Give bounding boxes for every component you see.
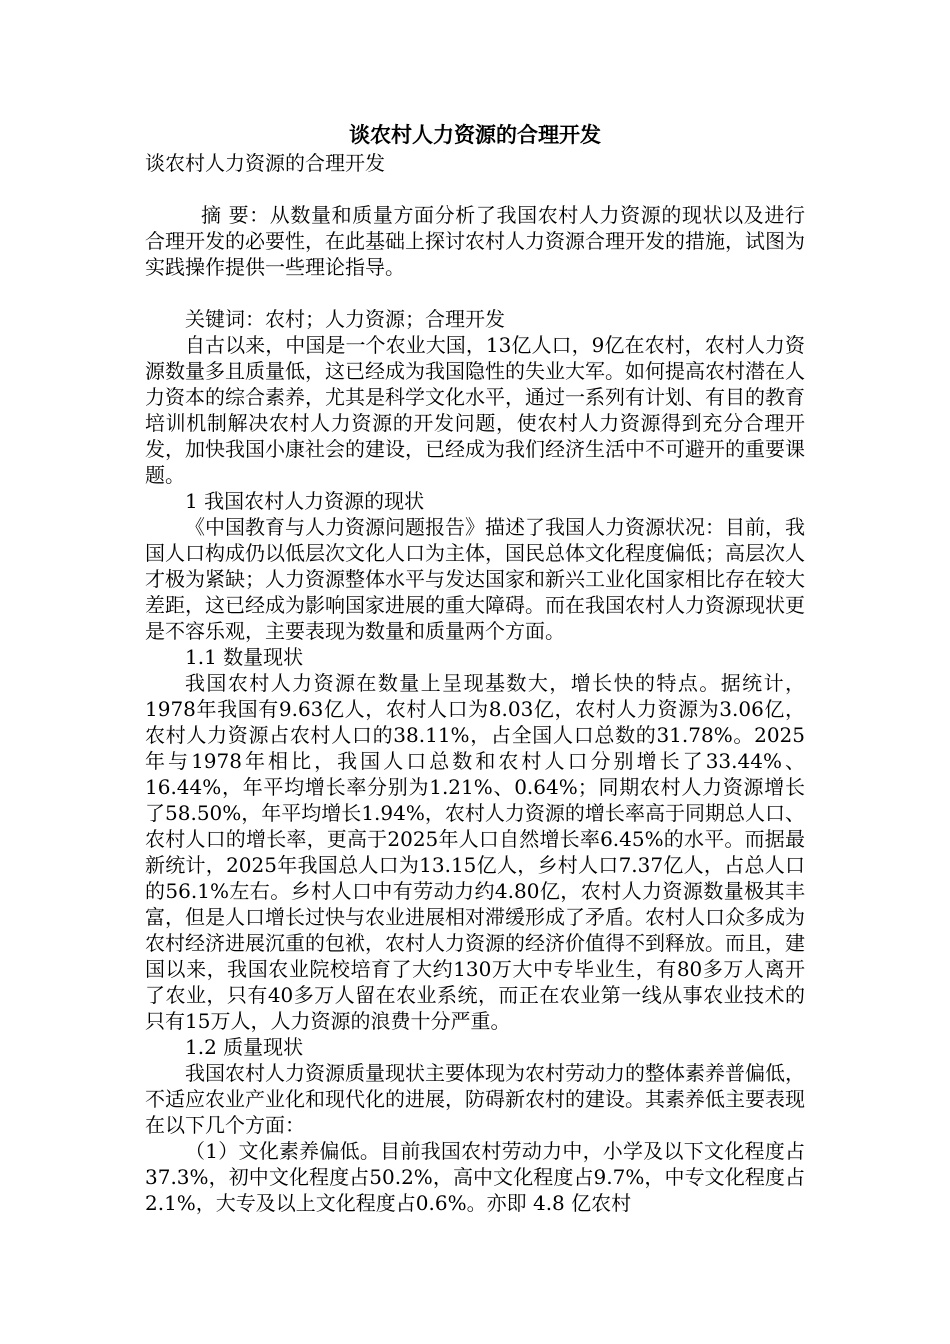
abstract-paragraph: 摘 要：从数量和质量方面分析了我国农村人力资源的现状以及进行合理开发的必要性，在此基础上探讨农村人力资源合理开发的措施，试图为实践操作提供一些理论指导。 bbox=[145, 203, 805, 279]
body-paragraph: 我国农村人力资源在数量上呈现基数大，增长快的特点。据统计，1978年我国有9.63亿人，农村人口为8.03亿，农村人力资源为3.06亿，农村人力资源占农村人口的38.11%，占全国人口总数的31.78%。2025年与1978年相比，我国人口总数和农村人口分别增长了33.44%、16.44%，年平均增长率分别为1.21%、0.64%；同期农村人力资源增长了58.50%，年平均增长1.94%，农村人力资源的增长率高于同期总人口、农村人口的增长率，更高于2025年人口自然增长率6.45%的水平。而据最新统计，2025年我国总人口为13.15亿人，乡村人口7.37亿人，占总人口的56.1%左右。乡村人口中有劳动力约4.80亿，农村人力资源数量极其丰富，但是人口增长过快与农业进展相对滞缓形成了矛盾。农村人口众多成为农村经济进展沉重的包袱，农村人力资源的经济价值得不到释放。而且，建国以来，我国农业院校培育了大约130万大中专毕业生，有80多万人离开了农业，只有40多万人留在农业系统，而正在农业第一线从事农业技术的只有15万人，人力资源的浪费十分严重。 bbox=[145, 671, 805, 1033]
body-paragraph: 自古以来，中国是一个农业大国，13亿人口，9亿在农村，农村人力资源数量多且质量低，这已经成为我国隐性的失业大军。如何提高农村潜在人力资本的综合素养，尤其是科学文化水平，通过一系列有计划、有目的教育培训机制解决农村人力资源的开发问题，使农村人力资源得到充分合理开发，加快我国小康社会的建设，已经成为我们经济生活中不可避开的重要课题。 bbox=[145, 333, 805, 487]
body-paragraph: 我国农村人力资源质量现状主要体现为农村劳动力的整体素养普偏低，不适应农业产业化和现代化的进展，防碍新农村的建设。其素养低主要表现在以下几个方面： bbox=[145, 1061, 805, 1137]
document-title: 谈农村人力资源的合理开发 bbox=[349, 122, 601, 147]
subsection-heading: 1.2 质量现状 bbox=[185, 1035, 304, 1059]
spacer bbox=[145, 176, 805, 202]
subsection-heading: 1.1 数量现状 bbox=[185, 645, 304, 669]
body-paragraph: 《中国教育与人力资源问题报告》描述了我国人力资源状况：目前，我国人口构成仍以低层次文化人口为主体，国民总体文化程度偏低；高层次人才极为紧缺；人力资源整体水平与发达国家和新兴工业化国家相比存在较大差距，这已经成为影响国家进展的重大障碍。而在我国农村人力资源现状更是不容乐观，主要表现为数量和质量两个方面。 bbox=[145, 515, 805, 643]
section-heading: 1 我国农村人力资源的现状 bbox=[185, 489, 425, 513]
document-page bbox=[145, 120, 805, 1216]
keywords-line: 关键词：农村；人力资源；合理开发 bbox=[185, 307, 505, 331]
body-paragraph: （1）文化素养偏低。目前我国农村劳动力中，小学及以下文化程度占37.3%，初中文化程度占50.2%，高中文化程度占9.7%，中专文化程度占2.1%，大专及以上文化程度占0.6%。亦即 4.8 亿农村 bbox=[145, 1139, 805, 1215]
spacer bbox=[145, 280, 805, 306]
document-subtitle: 谈农村人力资源的合理开发 bbox=[145, 151, 385, 175]
